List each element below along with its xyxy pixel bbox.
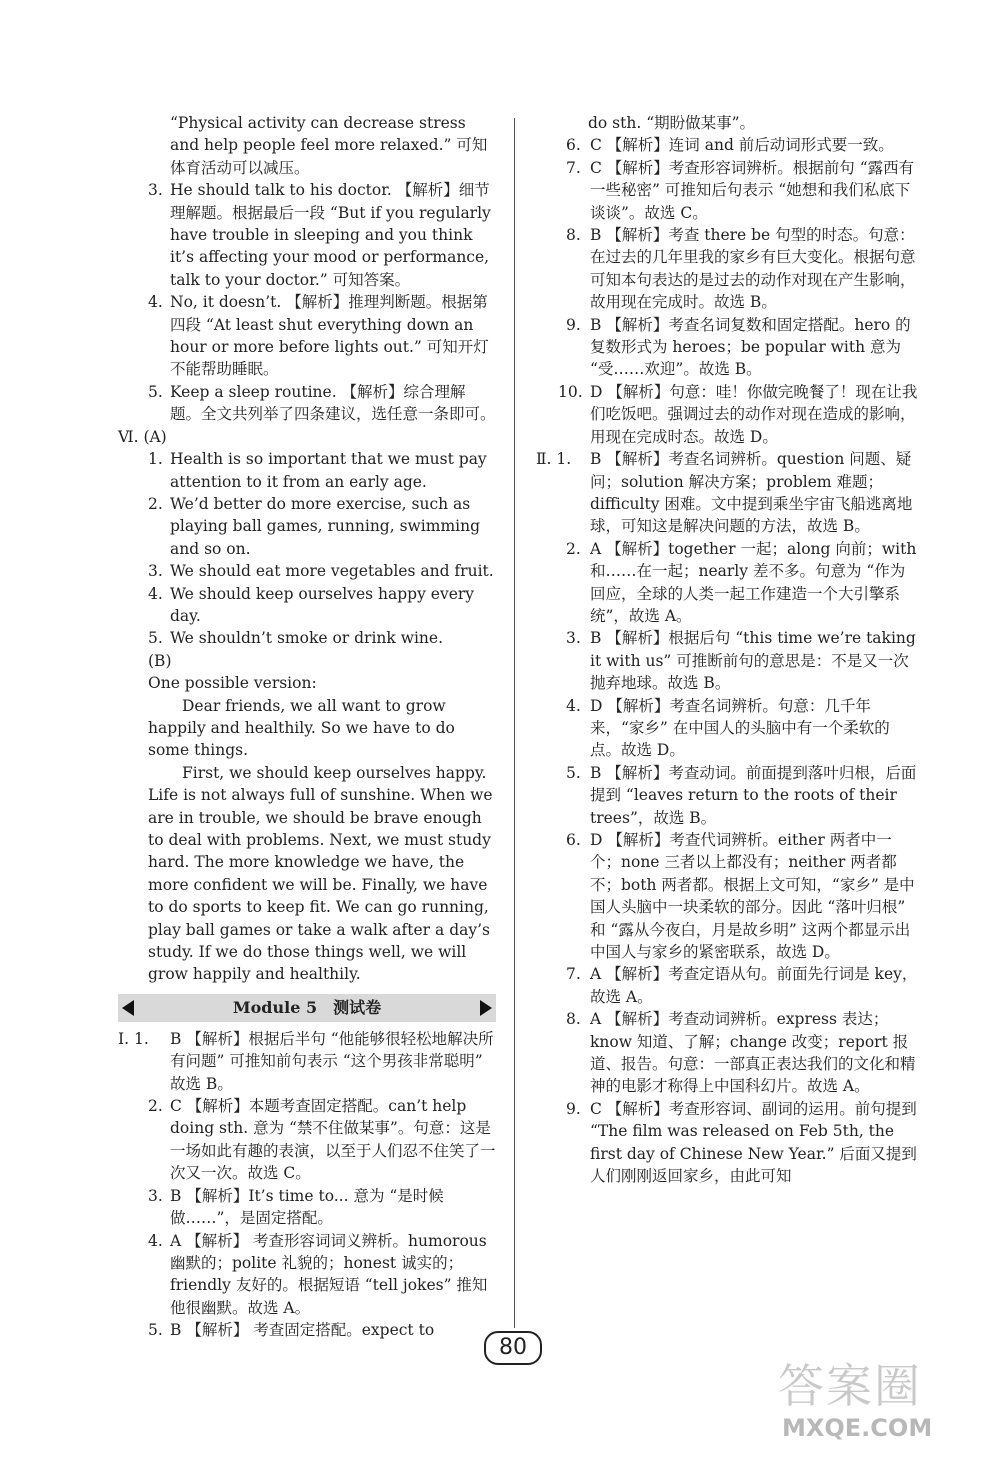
item-text: D 【解析】考查名词辨析。句意：几千年来，“家乡” 在中国人的头脑中有一个柔软的点。故选 D。	[590, 696, 890, 760]
list-item	[118, 381, 496, 426]
item-number: 4.	[148, 584, 163, 603]
item-number: 5.	[148, 629, 163, 648]
item-number: 4.	[148, 293, 163, 312]
list-item	[536, 381, 920, 448]
paragraph: “Physical activity can decrease stress and help people feel more relaxed.” 可知体育活动可以减压。	[170, 114, 488, 177]
item-text: B 【解析】根据后半句 “他能够很轻松地解决所有问题” 可推知前句表示 “这个男孩非常聪明” 故选 B。	[170, 1029, 494, 1093]
item-text: A 【解析】考查定语从句。前面先行词是 key，故选 A。	[590, 965, 918, 1006]
version-label: One possible version:	[148, 674, 317, 693]
section-label: (B)	[148, 651, 172, 670]
item-number: 3.	[566, 629, 581, 648]
list-item	[536, 762, 920, 829]
item-text: Keep a sleep routine. 【解析】综合理解题。全文共列举了四条建议，选任意一条即可。	[170, 382, 496, 424]
list-item	[118, 560, 496, 582]
list-item	[536, 224, 920, 314]
list-item	[118, 291, 496, 381]
section-label: Ⅵ. (A)	[118, 427, 167, 446]
item-number: 6.	[566, 831, 581, 849]
item-number: 5.	[148, 1321, 163, 1340]
item-number: 3.	[148, 1186, 163, 1205]
item-text: B 【解析】 考查固定搭配。expect to	[170, 1321, 435, 1340]
item-text: We should keep ourselves happy every day.	[170, 584, 475, 625]
watermark-logo	[776, 1348, 976, 1448]
item-text: C 【解析】连词 and 前后动词形式要一致。	[590, 136, 894, 155]
list-item	[536, 1098, 920, 1188]
item-number: 7.	[566, 158, 581, 177]
item-number: 2.	[566, 539, 581, 558]
arrow-left-icon	[122, 1000, 134, 1016]
item-text: Health is so important that we must pay attention to it from an early age.	[170, 450, 487, 491]
list-item	[118, 1319, 496, 1341]
list-item	[118, 1230, 496, 1320]
item-number: 6.	[566, 136, 581, 155]
left-column	[118, 112, 496, 1342]
list-item	[536, 448, 920, 538]
item-text: C 【解析】本题考查固定搭配。can’t help doing sth. 意为 “禁不住做某事”。句意：这是一场如此有趣的表演，以至于人们忍不住笑了一次又一次。故选 C。	[170, 1097, 496, 1183]
list-item	[536, 1008, 920, 1098]
item-number: 8.	[566, 1010, 581, 1029]
right-column	[536, 112, 920, 1188]
paragraph: do sth. “期盼做某事”。	[588, 114, 756, 132]
essay-paragraph: First, we should keep ourselves happy. Life is not always full of sunshine. When we are in trouble, we should be brave enough to deal with problems. Next, we must study hard. The more knowledge we have, the more confident we will be. Finally, we have to do sports to keep fit. We can go running, play ball games or take a walk after a day’s study. If we do those things well, we will grow happily and healthily.	[148, 763, 493, 984]
watermark-url: MXQE.COM	[782, 1414, 933, 1442]
item-number: 4.	[566, 696, 581, 715]
module-banner	[118, 994, 496, 1022]
list-item	[536, 134, 920, 156]
module-title: Module 5 测试卷	[232, 997, 382, 1017]
essay-paragraph: Dear friends, we all want to grow happily and healthily. So we have to do some things.	[148, 696, 455, 760]
item-text: B 【解析】根据后句 “this time we’re taking it with us” 可推断前句的意思是：不是又一次抛弃地球。故选 B。	[590, 629, 916, 693]
list-item	[536, 963, 920, 1008]
item-number: Ⅰ. 1.	[118, 1029, 149, 1048]
item-number: 1.	[148, 450, 163, 469]
list-item	[118, 583, 496, 628]
item-text: We shouldn’t smoke or drink wine.	[170, 629, 444, 648]
list-item	[536, 538, 920, 628]
item-number: 9.	[566, 1099, 581, 1118]
list-item	[536, 314, 920, 381]
item-number: Ⅱ. 1.	[536, 450, 572, 469]
item-text: A 【解析】 考查形容词词义辨析。humorous 幽默的；polite 礼貌的；honest 诚实的；friendly 友好的。根据短语 “tell jokes” 推知他很幽默。故选 A。	[170, 1231, 488, 1317]
item-text: C 【解析】考查形容词、副词的运用。前句提到 “The film was released on Feb 5th, the first day of Chinese New Year.” 后面又提到人们刚刚返回家乡，由此可知	[590, 1099, 917, 1186]
list-item	[118, 493, 496, 560]
list-item	[118, 627, 496, 649]
column-divider	[514, 118, 515, 1328]
item-text: B 【解析】考查动词。前面提到落叶归根，后面提到 “leaves return to the roots of their trees”，故选 B。	[590, 763, 917, 827]
item-number: 7.	[566, 965, 581, 984]
item-text: B 【解析】考查名词辨析。question 问题、疑问；solution 解决方案；problem 难题；difficulty 困难。文中提到乘坐宇宙飞船逃离地球，可知这是解决问题的方法，故选 B。	[590, 450, 913, 536]
page-number: 80	[484, 1331, 542, 1365]
list-item	[536, 829, 920, 963]
list-item	[118, 1095, 496, 1185]
item-text: No, it doesn’t. 【解析】推理判断题。根据第四段 “At least shut everything down an hour or more before lights out.” 可知开灯不能帮助睡眠。	[170, 293, 489, 379]
item-number: 10.	[558, 382, 583, 401]
item-text: B 【解析】考查 there be 句型的时态。句意：在过去的几年里我的家乡有巨大变化。根据句意可知本句表达的是过去的动作对现在产生影响，故用现在完成时。故选 B。	[590, 226, 916, 312]
watermark-glyphs: 答案圈	[778, 1359, 922, 1413]
list-item	[536, 627, 920, 694]
item-number: 2.	[148, 494, 163, 513]
arrow-right-icon	[480, 1000, 492, 1016]
item-number: 4.	[148, 1231, 163, 1250]
item-text: We should eat more vegetables and fruit.	[170, 562, 494, 581]
item-number: 5.	[148, 382, 163, 401]
list-item	[118, 448, 496, 493]
item-text: B 【解析】It’s time to... 意为 “是时候做……”，是固定搭配。	[170, 1186, 444, 1228]
list-item	[118, 1028, 496, 1095]
item-text: C 【解析】考查形容词辨析。根据前句 “露西有一些秘密” 可推知后句表示 “她想和我们私底下谈谈”。故选 C。	[590, 158, 915, 222]
item-text: D 【解析】考查代词辨析。either 两者中一个；none 三者以上都没有；neither 两者都不；both 两者都。根据上文可知，“家乡” 是中国人头脑中一块柔软的部分。因此 “落叶归根” 和 “露从今夜白，月是故乡明” 这两个都显示出中国人与家乡的紧密联系，故选 D。	[590, 831, 915, 962]
item-text: B 【解析】考查名词复数和固定搭配。hero 的复数形式为 heroes；be popular with 意为 “受……欢迎”。故选 B。	[590, 315, 911, 379]
list-item	[118, 179, 496, 291]
item-number: 3.	[148, 181, 163, 200]
item-number: 2.	[148, 1097, 163, 1116]
item-number: 8.	[566, 226, 581, 245]
item-number: 5.	[566, 763, 581, 782]
item-text: He should talk to his doctor. 【解析】细节理解题。根据最后一段 “But if you regularly have trouble in sleeping and you think it’s affecting your mood or performance, talk to your doctor.” 可知答案。	[170, 181, 491, 289]
item-text: D 【解析】句意：哇！你做完晚餐了！现在让我们吃饭吧。强调过去的动作对现在造成的影响，用现在完成时态。故选 D。	[590, 382, 918, 446]
item-text: A 【解析】考查动词辨析。express 表达；know 知道、了解；change 改变；report 报道、报告。句意：一部真正表达我们的文化和精神的电影才称得上中国科幻片。故选 A。	[590, 1010, 916, 1096]
list-item	[536, 157, 920, 224]
list-item	[536, 695, 920, 762]
list-item	[118, 1185, 496, 1230]
item-number: 9.	[566, 315, 581, 334]
item-text: A 【解析】together 一起；along 向前；with 和……在一起；nearly 差不多。句意为 “作为回应，全球的人类一起工作建造一个大引擎系统”，故选 A。	[590, 539, 917, 625]
item-number: 3.	[148, 562, 163, 581]
item-text: We’d better do more exercise, such as playing ball games, running, swimming and so on.	[170, 494, 481, 558]
